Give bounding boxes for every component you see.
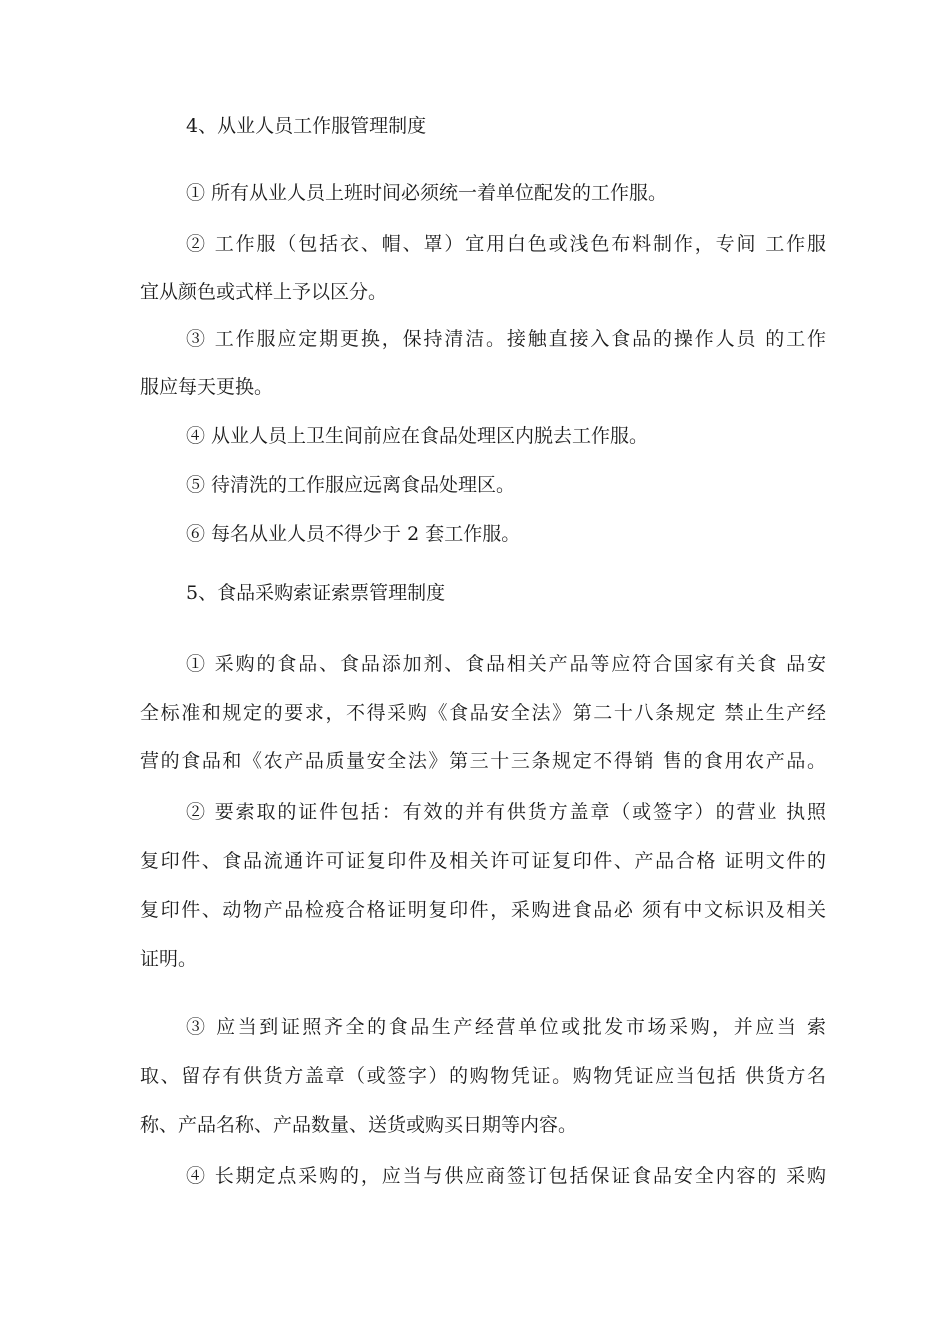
section-4-item-2-line-1: ② 工作服（包括衣、帽、罩）宜用白色或浅色布料制作，专间 工作服 (186, 233, 826, 255)
section-5-heading: 5、食品采购索证索票管理制度 (186, 582, 446, 604)
section-4-item-3-line-2: 服应每天更换。 (140, 376, 274, 398)
section-4-item-4-line-1: ④ 从业人员上卫生间前应在食品处理区内脱去工作服。 (186, 425, 649, 447)
section-5-item-1-line-2: 全标准和规定的要求，不得采购《食品安全法》第二十八条规定 禁止生产经 (140, 702, 826, 724)
section-5-item-3-line-3: 称、产品名称、产品数量、送货或购买日期等内容。 (140, 1114, 578, 1136)
section-4-item-3-line-1: ③ 工作服应定期更换，保持清洁。接触直接入食品的操作人员 的工作 (186, 328, 826, 350)
section-5-item-1-line-3: 营的食品和《农产品质量安全法》第三十三条规定不得销 售的食用农产品。 (140, 750, 826, 772)
section-4-item-5-line-1: ⑤ 待清洗的工作服应远离食品处理区。 (186, 474, 516, 496)
section-5-item-2-line-2: 复印件、食品流通许可证复印件及相关许可证复印件、产品合格 证明文件的 (140, 850, 826, 872)
section-5-item-1-line-1: ① 采购的食品、食品添加剂、食品相关产品等应符合国家有关食 品安 (186, 653, 826, 675)
section-4-item-1-line-1: ① 所有从业人员上班时间必须统一着单位配发的工作服。 (186, 182, 668, 204)
section-5-item-3-line-2: 取、留存有供货方盖章（或签字）的购物凭证。购物凭证应当包括 供货方名 (140, 1065, 826, 1087)
section-5-item-3-line-1: ③ 应当到证照齐全的食品生产经营单位或批发市场采购，并应当 索 (186, 1016, 826, 1038)
section-5-item-2-line-3: 复印件、动物产品检疫合格证明复印件，采购进食品必 须有中文标识及相关 (140, 899, 826, 921)
section-5-item-2-line-4: 证明。 (140, 948, 198, 970)
section-5-item-4-line-1: ④ 长期定点采购的，应当与供应商签订包括保证食品安全内容的 采购 (186, 1165, 826, 1187)
section-5-item-2-line-1: ② 要索取的证件包括：有效的并有供货方盖章（或签字）的营业 执照 (186, 801, 826, 823)
section-4-heading: 4、从业人员工作服管理制度 (186, 115, 427, 137)
section-4-item-2-line-2: 宜从颜色或式样上予以区分。 (140, 281, 388, 303)
section-4-item-6-line-1: ⑥ 每名从业人员不得少于 2 套工作服。 (186, 523, 521, 545)
